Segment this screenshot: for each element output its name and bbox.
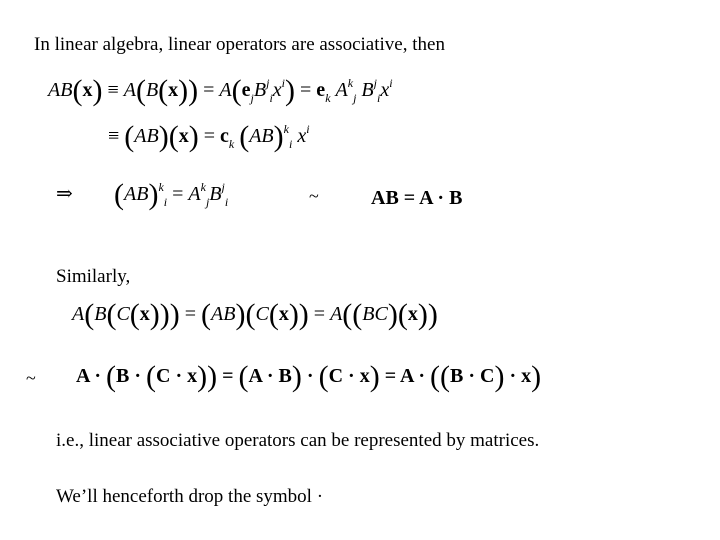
equation-components: $(AB)^k_i = A^k_jB^j_i$ xyxy=(114,178,229,211)
equation-product-operator: ≡ $(AB)(x) = c_k$ (AB)$^k_i$ $x^i$ xyxy=(108,120,310,153)
conclusion-text: i.e., linear associative operators can be represented by matrices. xyxy=(56,430,540,451)
tilde-symbol-2: ~ xyxy=(26,368,36,388)
equation-associativity-matrices: A · (B · (C · x)) = (A · B) · (C · x) = A · ((B · C) · x) xyxy=(76,360,542,393)
equation-composition: $AB(x) \equiv A(B(x)) = A(e_jB^j_ix^i) = e_k$ $A^k_j$ $B^j_ix^i$ xyxy=(48,74,393,107)
tilde-symbol: ~ xyxy=(309,186,319,206)
implies-arrow: ⇒ xyxy=(56,183,73,205)
similarly-text: Similarly, xyxy=(56,266,131,287)
drop-symbol-text: We’ll henceforth drop the symbol · xyxy=(56,486,324,507)
intro-text: In linear algebra, linear operators are associative, then xyxy=(34,34,445,55)
equation-associativity-operators: A(B(C(x))) = (AB)(C(x)) = A((BC)(x)) xyxy=(72,298,438,331)
equation-matrix-product: AB = A · B xyxy=(371,187,463,209)
